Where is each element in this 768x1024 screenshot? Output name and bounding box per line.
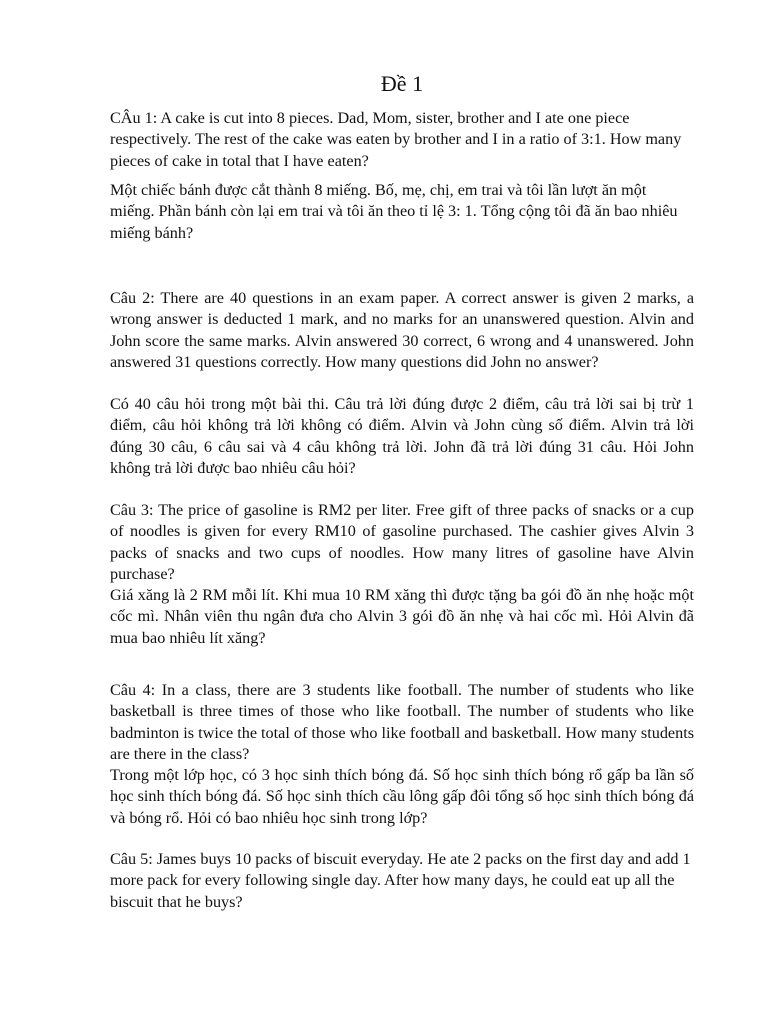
question-5-english: Câu 5: James buys 10 packs of biscuit everyday. He ate 2 packs on the first day and add 1 more pack for every following single day. After how many days, he could eat up all the biscuit that he buys? <box>110 850 691 911</box>
page-title: Đề 1 <box>380 71 424 96</box>
question-3-vietnamese: Giá xăng là 2 RM mỗi lít. Khi mua 10 RM xăng thì được tặng ba gói đồ ăn nhẹ hoặc một cốc mì. Nhân viên thu ngân đưa cho Alvin 3 gói đồ ăn nhẹ và hai cốc mì. Hỏi Alvin đã mua bao nhiêu lít xăng? <box>110 586 694 647</box>
question-1-vietnamese: Một chiếc bánh được cắt thành 8 miếng. Bố, mẹ, chị, em trai và tôi lần lượt ăn một miếng. Phần bánh còn lại em trai và tôi ăn theo tỉ lệ 3: 1. Tổng cộng tôi đã ăn bao nhiêu miếng bánh? <box>110 181 678 242</box>
question-4-english: Câu 4: In a class, there are 3 students like football. The number of students who like basketball is three times of those who like football. The number of students who like badminton is twice the total of those who like football and basketball. How many students are there in the class? <box>110 681 694 764</box>
question-1-english: CÂu 1: A cake is cut into 8 pieces. Dad, Mom, sister, brother and I ate one piece respectively. The rest of the cake was eaten by brother and I in a ratio of 3:1. How many pieces of cake in total that I have eaten? <box>110 109 682 170</box>
question-4-vietnamese: Trong một lớp học, có 3 học sinh thích bóng đá. Số học sinh thích bóng rổ gấp ba lần số học sinh thích bóng đá. Số học sinh thích cầu lông gấp đôi tổng số học sinh thích bóng đá và bóng rổ. Hỏi có bao nhiêu học sinh trong lớp? <box>110 766 694 827</box>
question-2-english: Câu 2: There are 40 questions in an exam paper. A correct answer is given 2 marks, a wrong answer is deducted 1 mark, and no marks for an unanswered question. Alvin and John score the same marks. Alvin answered 30 correct, 6 wrong and 4 unanswered. John answered 31 questions correctly. How many questions did John no answer? <box>110 289 694 372</box>
question-3-english: Câu 3: The price of gasoline is RM2 per liter. Free gift of three packs of snacks or a cup of noodles is given for every RM10 of gasoline purchased. The cashier gives Alvin 3 packs of snacks and two cups of noodles. How many litres of gasoline have Alvin purchase? <box>110 501 694 584</box>
question-2-vietnamese: Có 40 câu hỏi trong một bài thi. Câu trả lời đúng được 2 điểm, câu trả lời sai bị trừ 1 điểm, câu hỏi không trả lời không có điểm. Alvin và John cùng số điểm. Alvin trả lời đúng 30 câu, 6 câu sai và 4 câu không trả lời. John đã trả lời đúng 31 câu. Hỏi John không trả lời được bao nhiêu câu hỏi? <box>110 395 694 478</box>
